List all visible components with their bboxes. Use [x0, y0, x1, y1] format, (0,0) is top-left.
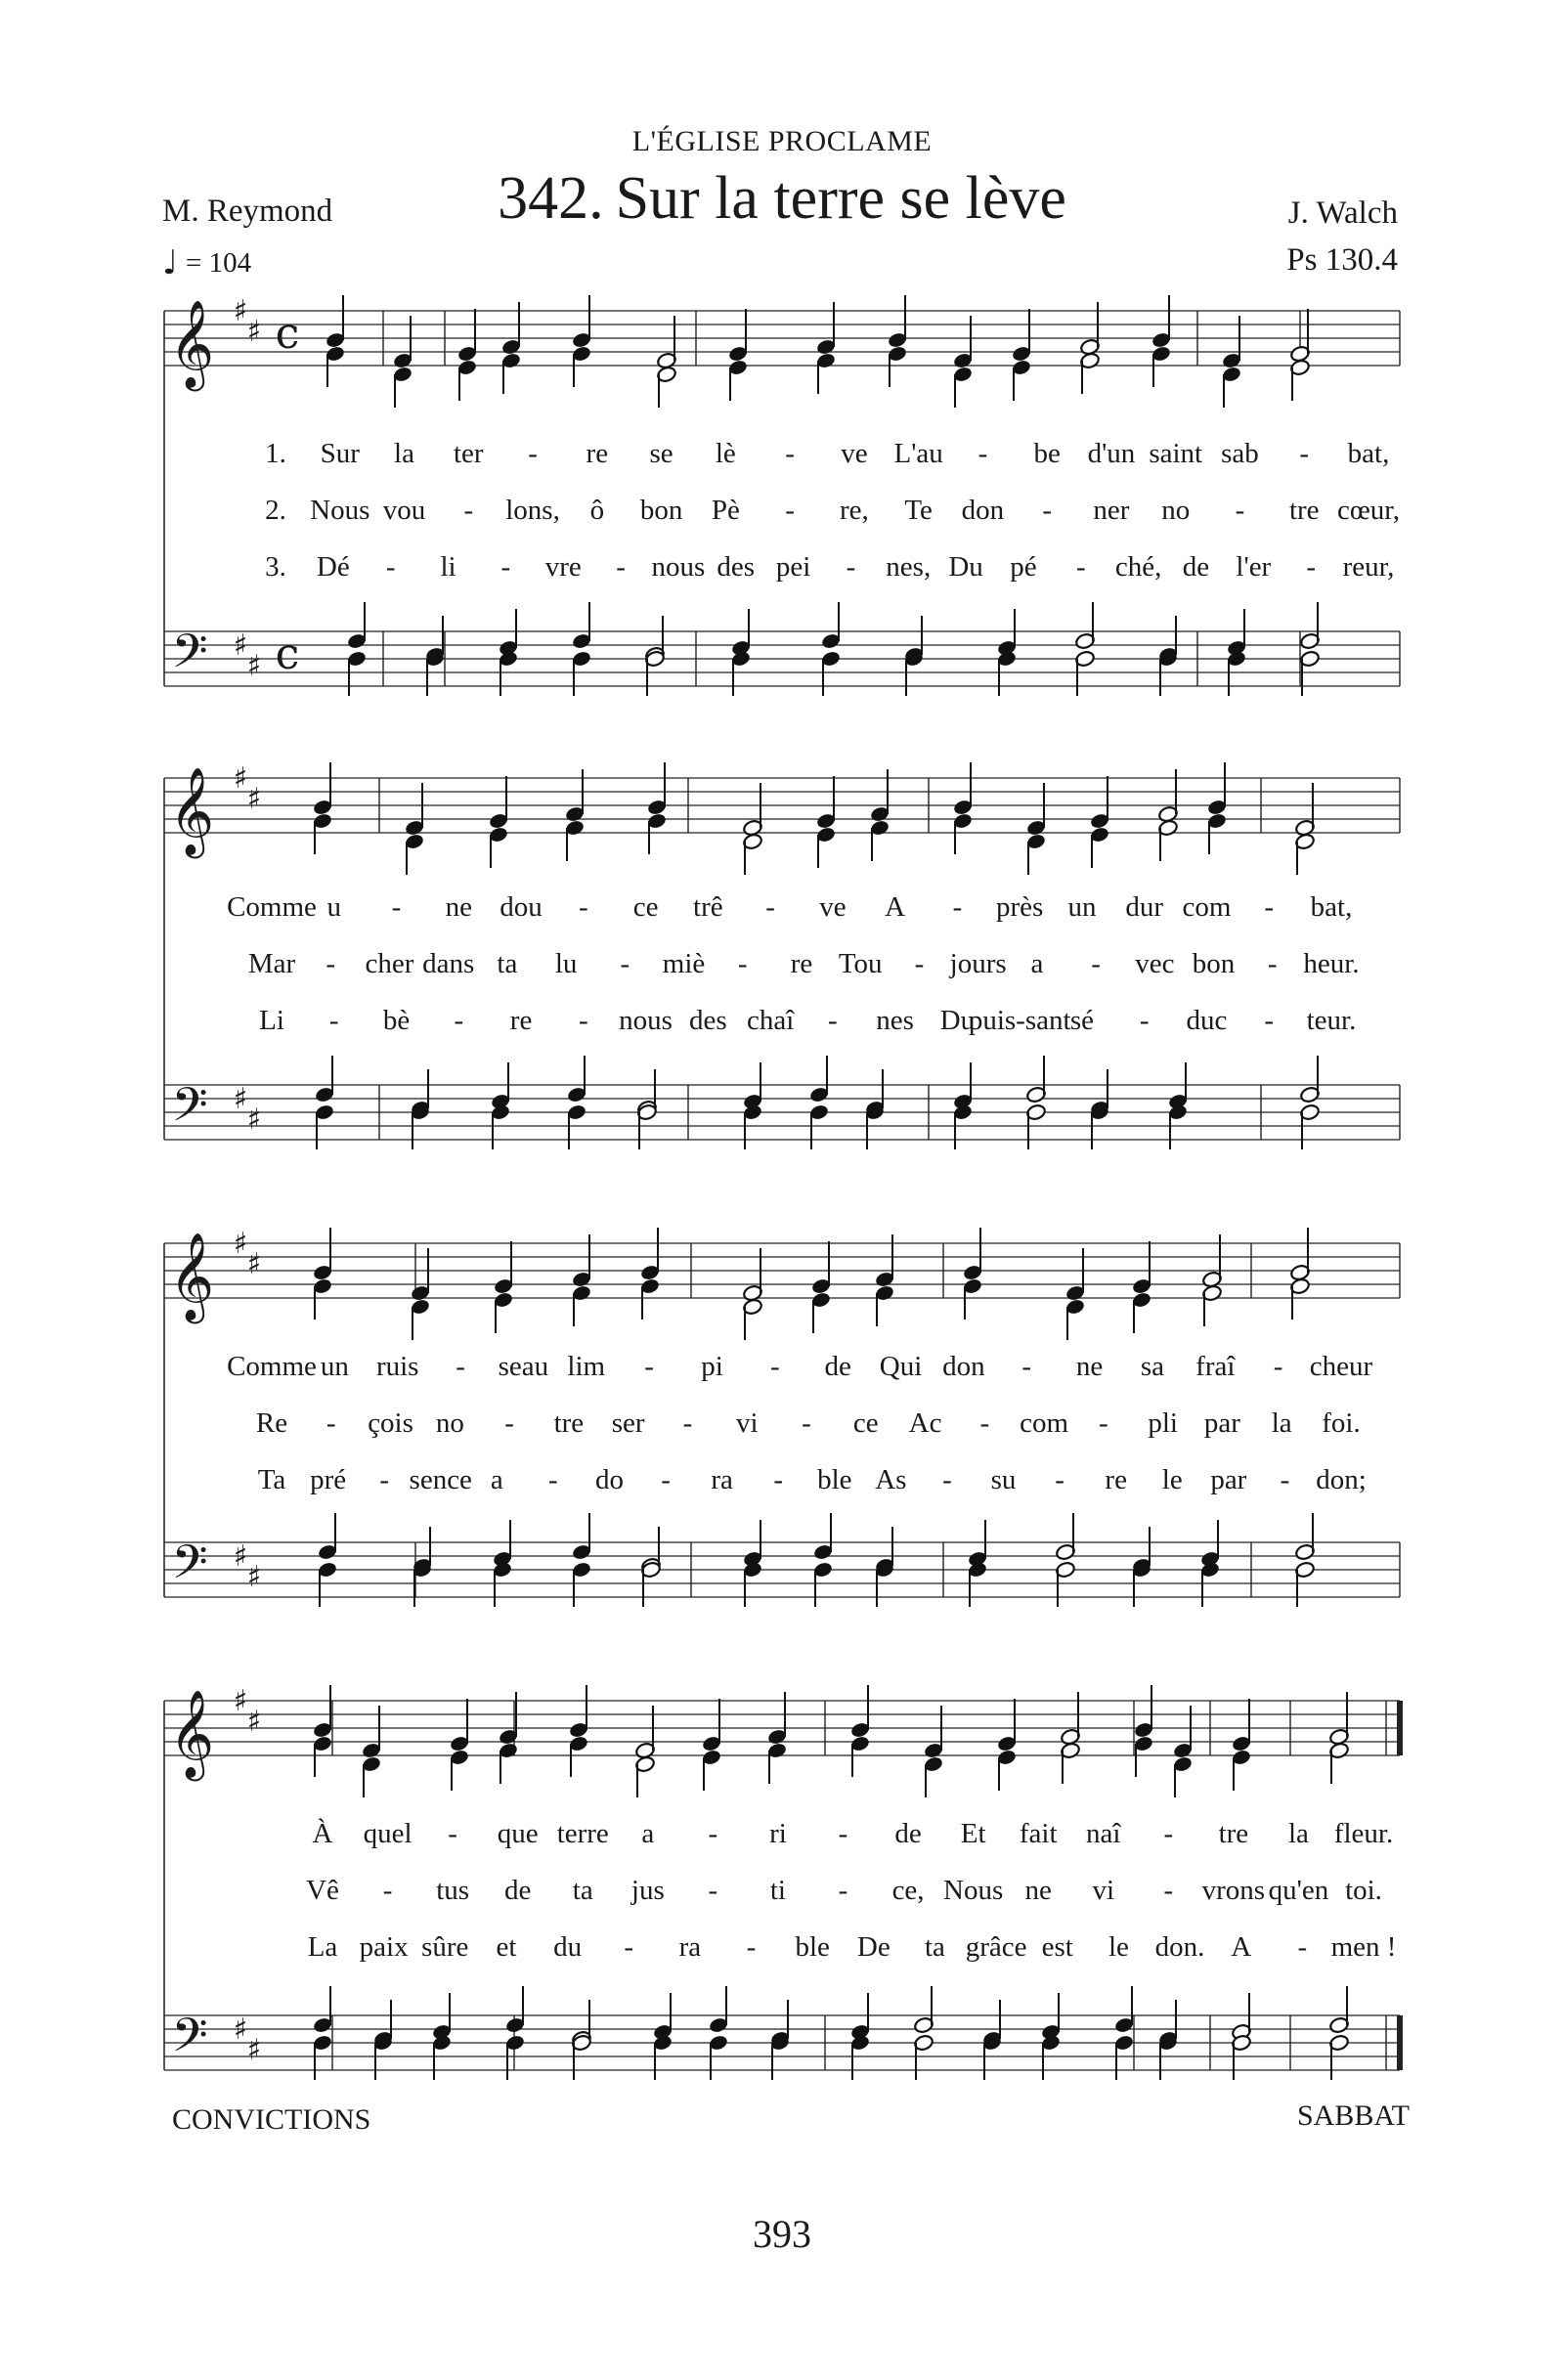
- lyric-syllable: -: [379, 1464, 389, 1495]
- lyric-syllable: 3.: [265, 551, 286, 583]
- lyric-syllable: ta: [572, 1875, 593, 1906]
- lyric-syllable: As: [875, 1464, 907, 1495]
- lyric-syllable: su: [990, 1464, 1017, 1495]
- lyric-syllable: -: [1055, 1464, 1064, 1495]
- lyric-syllable: 2.: [265, 495, 286, 526]
- lyric-syllable: des: [689, 1005, 727, 1036]
- lyric-syllable: -: [773, 1464, 784, 1495]
- lyric-syllable: lu: [554, 948, 578, 979]
- lyric-syllable: ruis: [375, 1351, 419, 1382]
- treble-clef-icon: 𝄞: [168, 1233, 215, 1320]
- bass-staff: [164, 1085, 1400, 1140]
- lyric-syllable: -: [914, 948, 925, 979]
- lyric-line: [0, 551, 1564, 594]
- lyric-syllable: Du: [939, 1005, 976, 1036]
- lyric-syllable: nous: [619, 1005, 673, 1036]
- sharp-icon: ♯: [246, 1247, 262, 1281]
- sharp-icon: ♯: [233, 1539, 248, 1574]
- composer-name: J. Walch: [1287, 195, 1398, 231]
- lyric-syllable: duc: [1186, 1005, 1228, 1036]
- lyric-syllable: cheur: [1309, 1351, 1373, 1382]
- lyric-syllable: De: [856, 1931, 891, 1963]
- lyric-syllable: -: [382, 1875, 393, 1906]
- lyric-syllable: -: [1163, 1818, 1174, 1849]
- lyric-syllable: ter: [453, 438, 484, 469]
- lyric-syllable: teur.: [1306, 1005, 1357, 1036]
- tempo-value: = 104: [186, 246, 252, 279]
- lyric-syllable: vi: [1092, 1875, 1115, 1906]
- quarter-note-icon: ♩: [162, 243, 179, 282]
- lyric-syllable: Ac: [908, 1407, 942, 1439]
- lyric-syllable: re: [586, 438, 609, 469]
- lyric-syllable: -: [978, 438, 988, 469]
- sharp-icon: ♯: [233, 294, 248, 328]
- lyric-syllable: -: [326, 948, 336, 979]
- lyric-syllable: -: [385, 551, 396, 583]
- lyric-line: [0, 1875, 1564, 1918]
- lyric-syllable: -: [578, 891, 588, 923]
- lyric-syllable: -: [528, 438, 538, 469]
- bass-clef-icon: 𝄢: [171, 1535, 208, 1601]
- lyric-syllable: tre: [553, 1407, 585, 1439]
- lyric-syllable: de: [824, 1351, 851, 1382]
- lyric-syllable: vou: [382, 495, 426, 526]
- lyric-syllable: re: [1105, 1464, 1127, 1495]
- lyric-syllable: -: [838, 1875, 848, 1906]
- sharp-icon: ♯: [246, 782, 262, 816]
- lyric-syllable: -: [391, 891, 402, 923]
- sharp-icon: ♯: [233, 1082, 248, 1116]
- lyric-syllable: Mar: [247, 948, 296, 979]
- lyric-syllable: le: [1161, 1464, 1183, 1495]
- lyric-syllable: qu'en: [1268, 1875, 1329, 1906]
- lyric-syllable: L'au: [893, 438, 943, 469]
- sharp-icon: ♯: [246, 1560, 262, 1594]
- lyric-syllable: est: [1041, 1931, 1073, 1963]
- section-heading: L'ÉGLISE PROCLAME: [631, 125, 933, 157]
- lyric-syllable: fraî: [1195, 1351, 1236, 1382]
- lyric-syllable: ne: [445, 891, 472, 923]
- lyric-syllable: a: [641, 1818, 655, 1849]
- lyric-syllable: Et: [960, 1818, 986, 1849]
- lyric-syllable: saint: [1149, 438, 1203, 469]
- lyric-line: [0, 948, 1564, 991]
- lyric-syllable: sé: [1069, 1005, 1095, 1036]
- lyric-syllable: ri: [769, 1818, 787, 1849]
- sharp-icon: ♯: [246, 649, 262, 683]
- lyric-syllable: pé: [1010, 551, 1037, 583]
- lyric-syllable: dou: [500, 891, 543, 923]
- lyric-syllable: -: [1299, 438, 1310, 469]
- lyric-syllable: par: [1203, 1407, 1240, 1439]
- lyric-syllable: ta: [925, 1931, 945, 1963]
- lyric-syllable: naî: [1086, 1818, 1121, 1849]
- lyric-syllable: ra: [678, 1931, 702, 1963]
- page-number: 393: [753, 2212, 811, 2256]
- lyric-syllable: ve: [841, 438, 868, 469]
- common-time-icon: c: [275, 309, 300, 359]
- lyric-syllable: -: [1075, 551, 1086, 583]
- lyric-syllable: -: [785, 438, 795, 469]
- lyric-syllable: -: [846, 551, 856, 583]
- lyric-syllable: bat,: [1310, 891, 1353, 923]
- lyric-syllable: -: [828, 1005, 838, 1036]
- lyric-syllable: et: [496, 1931, 517, 1963]
- lyric-syllable: bon: [639, 495, 683, 526]
- lyric-syllable: de: [504, 1875, 532, 1906]
- lyric-syllable: -: [326, 1407, 336, 1439]
- lyric-syllable: -: [644, 1351, 654, 1382]
- lyric-syllable: Vê: [306, 1875, 339, 1906]
- lyric-syllable: sab: [1221, 438, 1259, 469]
- hymn-number: 342.: [498, 165, 604, 232]
- lyric-line: [0, 1464, 1564, 1507]
- lyric-syllable: d'un: [1087, 438, 1136, 469]
- lyric-syllable: a: [1030, 948, 1044, 979]
- lyric-syllable: Dé: [316, 551, 350, 583]
- lyric-syllable: Nous: [943, 1875, 1004, 1906]
- lyric-syllable: -: [578, 1005, 588, 1036]
- lyric-syllable: -: [454, 1005, 464, 1036]
- lyric-syllable: don: [961, 495, 1005, 526]
- lyric-syllable: be: [1033, 438, 1061, 469]
- lyric-syllable: cœur,: [1336, 495, 1401, 526]
- lyric-syllable: cher: [365, 948, 414, 979]
- lyric-syllable: paix: [359, 1931, 409, 1963]
- lyric-syllable: bat,: [1347, 438, 1390, 469]
- lyric-syllable: ti: [769, 1875, 786, 1906]
- lyric-syllable: Qui: [879, 1351, 923, 1382]
- lyric-syllable: don;: [1316, 1464, 1367, 1495]
- lyric-syllable: -: [1273, 1351, 1283, 1382]
- lyric-syllable: Li: [259, 1005, 284, 1036]
- lyric-syllable: -: [682, 1407, 693, 1439]
- lyric-syllable: A: [1231, 1931, 1252, 1963]
- lyric-syllable: la: [1287, 1818, 1309, 1849]
- lyric-syllable: vi: [735, 1407, 759, 1439]
- lyric-line: [0, 438, 1564, 481]
- sharp-icon: ♯: [246, 315, 262, 349]
- lyric-syllable: bè: [382, 1005, 411, 1036]
- sharp-icon: ♯: [246, 2033, 262, 2067]
- lyric-syllable: ner: [1093, 495, 1130, 526]
- lyric-syllable: dur: [1125, 891, 1164, 923]
- lyric-syllable: Tou: [838, 948, 883, 979]
- lyric-syllable: 1.: [265, 438, 286, 469]
- lyric-syllable: -: [500, 551, 511, 583]
- lyric-syllable: ché,: [1114, 551, 1162, 583]
- treble-clef-icon: 𝄞: [168, 1690, 215, 1778]
- lyric-syllable: quel: [363, 1818, 413, 1849]
- lyric-syllable: -: [1042, 495, 1053, 526]
- lyric-syllable: don.: [1154, 1931, 1205, 1963]
- bass-clef-icon: 𝄢: [171, 2008, 208, 2074]
- lyric-syllable: çois: [368, 1407, 413, 1439]
- lyric-line: [0, 1818, 1564, 1861]
- lyric-syllable: pré: [310, 1464, 347, 1495]
- lyric-syllable: -: [942, 1464, 952, 1495]
- sharp-icon: ♯: [233, 2012, 248, 2047]
- lyric-syllable: Pè: [711, 495, 740, 526]
- lyric-syllable: -: [1264, 1005, 1275, 1036]
- lyric-syllable: -: [708, 1875, 718, 1906]
- lyric-syllable: -: [769, 1351, 780, 1382]
- sharp-icon: ♯: [246, 1705, 262, 1739]
- lyric-line: [0, 891, 1564, 934]
- lyric-syllable: ble: [795, 1931, 830, 1963]
- lyric-syllable: lons,: [505, 495, 560, 526]
- lyric-syllable: ta: [497, 948, 518, 979]
- lyric-syllable: la: [394, 438, 414, 469]
- lyric-syllable: miè: [662, 948, 706, 979]
- lyric-syllable: ne: [1075, 1351, 1104, 1382]
- lyric-syllable: -: [979, 1407, 990, 1439]
- lyric-syllable: -: [661, 1464, 671, 1495]
- lyric-syllable: ne: [1024, 1875, 1052, 1906]
- lyric-syllable: dans: [422, 948, 475, 979]
- lyric-syllable: -: [1091, 948, 1101, 979]
- lyric-syllable: seau: [498, 1351, 549, 1382]
- lyric-syllable: Comme: [227, 1351, 317, 1382]
- lyric-syllable: A: [885, 891, 906, 923]
- psalm-reference: Ps 130.4: [1286, 242, 1398, 278]
- sharp-icon: ♯: [233, 761, 248, 796]
- treble-clef-icon: 𝄞: [168, 300, 215, 388]
- lyric-syllable: com: [1020, 1407, 1069, 1439]
- lyric-syllable: des: [717, 551, 756, 583]
- lyric-syllable: -: [620, 948, 630, 979]
- lyric-syllable: grâce: [965, 1931, 1027, 1963]
- lyric-syllable: ce: [852, 1407, 879, 1439]
- lyric-syllable: À: [312, 1818, 333, 1849]
- lyric-syllable: -: [785, 495, 795, 526]
- lyric-syllable: pei: [775, 551, 811, 583]
- lyric-syllable: tre: [1218, 1818, 1249, 1849]
- lyric-syllable: sence: [409, 1464, 472, 1495]
- lyric-syllable: Ta: [257, 1464, 286, 1495]
- lyric-syllable: -: [456, 1351, 465, 1382]
- lyric-syllable: heur.: [1303, 948, 1360, 979]
- lyric-syllable: sûre: [421, 1931, 469, 1963]
- sharp-icon: ♯: [246, 1103, 262, 1137]
- lyric-syllable: reur,: [1342, 551, 1395, 583]
- lyric-syllable: Re: [255, 1407, 288, 1439]
- lyric-syllable: -: [746, 1931, 757, 1963]
- lyric-syllable: -: [708, 1818, 718, 1849]
- lyric-syllable: La: [307, 1931, 338, 1963]
- lyric-syllable: nous: [651, 551, 706, 583]
- lyric-syllable: de: [894, 1818, 922, 1849]
- lyric-syllable: ce: [632, 891, 659, 923]
- lyric-line: [0, 1931, 1564, 1974]
- lyric-syllable: ser: [611, 1407, 645, 1439]
- lyric-syllable: -: [448, 1818, 457, 1849]
- lyric-syllable: -: [737, 948, 748, 979]
- lyric-syllable: un: [1067, 891, 1097, 923]
- lyric-syllable: vrons: [1201, 1875, 1266, 1906]
- lyric-syllable: -: [1264, 891, 1275, 923]
- bass-clef-icon: 𝄢: [171, 624, 208, 690]
- lyric-syllable: a: [490, 1464, 503, 1495]
- lyric-syllable: -: [1267, 948, 1278, 979]
- lyric-syllable: fait: [1019, 1818, 1058, 1849]
- lyric-syllable: -: [624, 1931, 634, 1963]
- lyric-syllable: -: [1306, 551, 1316, 583]
- lyric-syllable: -: [616, 551, 626, 583]
- lyric-syllable: près: [996, 891, 1044, 923]
- lyric-syllable: ble: [817, 1464, 852, 1495]
- lyric-syllable: vec: [1135, 948, 1175, 979]
- lyric-syllable: u: [326, 891, 341, 923]
- treble-staff: [164, 311, 1400, 366]
- lyric-line: [0, 1351, 1564, 1394]
- footer-tune-name: SABBAT: [1296, 2099, 1410, 2132]
- hymn-title-text: Sur la terre se lève: [615, 165, 1066, 232]
- lyric-syllable: -: [1297, 1931, 1308, 1963]
- lyric-syllable: -: [328, 1005, 339, 1036]
- lyric-syllable: don: [942, 1351, 985, 1382]
- lyric-syllable: -: [1280, 1464, 1290, 1495]
- sharp-icon: ♯: [233, 1684, 248, 1718]
- lyric-syllable: de: [1182, 551, 1210, 583]
- lyric-syllable: fleur.: [1333, 1818, 1394, 1849]
- lyric-line: [0, 1005, 1564, 1048]
- lyric-syllable: -: [952, 891, 963, 923]
- lyric-syllable: -: [1235, 495, 1245, 526]
- lyric-syllable: vre: [544, 551, 582, 583]
- lyric-syllable: pli: [1148, 1407, 1178, 1439]
- lyric-syllable: se: [649, 438, 673, 469]
- lyric-syllable: -: [548, 1464, 558, 1495]
- lyric-syllable: terre: [556, 1818, 609, 1849]
- lyric-syllable: trê: [693, 891, 723, 923]
- lyric-syllable: com: [1182, 891, 1232, 923]
- lyric-syllable: -: [838, 1818, 848, 1849]
- text-author: M. Reymond: [162, 194, 333, 229]
- lyric-syllable: -: [1163, 1875, 1174, 1906]
- lyric-syllable: puis-sant: [968, 1005, 1071, 1036]
- lyric-syllable: re: [790, 948, 813, 979]
- lyric-syllable: Nous: [310, 495, 370, 526]
- lyric-syllable: -: [1021, 1351, 1032, 1382]
- lyric-syllable: par: [1210, 1464, 1247, 1495]
- lyric-syllable: Sur: [320, 438, 360, 469]
- lyric-syllable: ô: [589, 495, 605, 526]
- lyric-line: [0, 1407, 1564, 1450]
- lyric-syllable: -: [463, 495, 474, 526]
- lyric-syllable: la: [1271, 1407, 1292, 1439]
- lyric-syllable: -: [1099, 1407, 1108, 1439]
- lyric-syllable: -: [504, 1407, 514, 1439]
- footer-category: CONVICTIONS: [172, 2103, 371, 2136]
- lyric-syllable: du: [553, 1931, 583, 1963]
- lyric-syllable: re,: [839, 495, 869, 526]
- lyric-syllable: ra: [711, 1464, 733, 1495]
- lyric-syllable: Comme: [227, 891, 317, 923]
- lyric-syllable: jus: [630, 1875, 665, 1906]
- lyric-syllable: Du: [948, 551, 983, 583]
- lyric-syllable: tre: [1288, 495, 1320, 526]
- common-time-icon: c: [275, 629, 300, 679]
- lyric-syllable: lim: [567, 1351, 606, 1382]
- lyric-syllable: toi.: [1345, 1875, 1382, 1906]
- lyric-syllable: bon: [1192, 948, 1236, 979]
- treble-clef-icon: 𝄞: [168, 767, 215, 855]
- lyric-syllable: do: [594, 1464, 624, 1495]
- lyric-syllable: foi.: [1322, 1407, 1361, 1439]
- lyric-syllable: no: [1161, 495, 1191, 526]
- sharp-icon: ♯: [233, 1227, 248, 1261]
- lyric-syllable: ve: [819, 891, 847, 923]
- lyric-syllable: ce,: [891, 1875, 925, 1906]
- lyric-syllable: nes,: [886, 551, 932, 583]
- lyric-syllable: Te: [904, 495, 933, 526]
- lyric-syllable: jours: [949, 948, 1007, 979]
- lyric-syllable: -: [765, 891, 775, 923]
- lyric-syllable: -: [1139, 1005, 1150, 1036]
- lyric-syllable: sa: [1140, 1351, 1165, 1382]
- lyric-syllable: lè: [715, 438, 736, 469]
- lyric-line: [0, 495, 1564, 538]
- lyric-syllable: nes: [876, 1005, 914, 1036]
- lyric-syllable: men !: [1330, 1931, 1397, 1963]
- lyric-syllable: pi: [701, 1351, 723, 1382]
- lyric-syllable: un: [320, 1351, 349, 1382]
- lyric-syllable: tus: [436, 1875, 470, 1906]
- lyric-syllable: -: [802, 1407, 811, 1439]
- lyric-syllable: l'er: [1236, 551, 1272, 583]
- lyric-syllable: que: [497, 1818, 539, 1849]
- lyric-syllable: le: [1108, 1931, 1129, 1963]
- lyric-syllable: no: [435, 1407, 464, 1439]
- lyric-syllable: li: [440, 551, 456, 583]
- lyric-syllable: re: [509, 1005, 533, 1036]
- lyric-syllable: chaî: [746, 1005, 795, 1036]
- sharp-icon: ♯: [233, 628, 248, 663]
- bass-clef-icon: 𝄢: [171, 1077, 208, 1144]
